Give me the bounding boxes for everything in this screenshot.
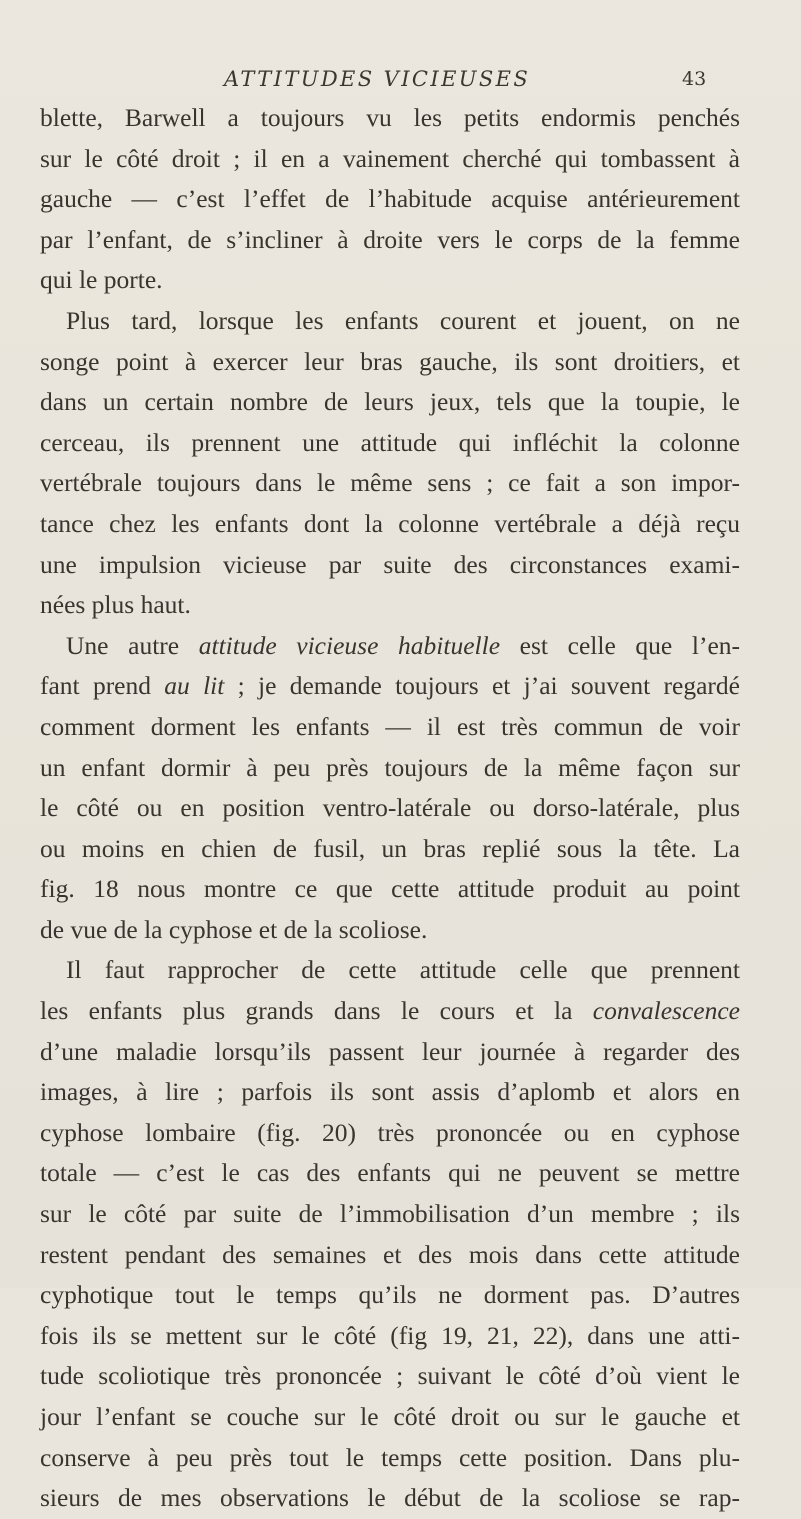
text-line: conserve à peu près tout le temps cette position. Dans plu- bbox=[40, 1442, 740, 1472]
text-line: de vue de la cyphose et de la scoliose. bbox=[40, 914, 428, 944]
text-line: par l’enfant, de s’incliner à droite vers le corps de la femme bbox=[40, 224, 740, 254]
text-line: un enfant dormir à peu près toujours de la même façon sur bbox=[40, 752, 740, 782]
text-line: sur le côté droit ; il en a vainement cherché qui tombassent à bbox=[40, 143, 740, 173]
text-line: nées plus haut. bbox=[40, 590, 191, 620]
text-line: songe point à exercer leur bras gauche, ils sont droitiers, et bbox=[40, 346, 740, 376]
text-line: totale — c’est le cas des enfants qui ne peuvent se mettre bbox=[40, 1158, 740, 1188]
running-head bbox=[0, 67, 801, 97]
text-line: fig. 18 nous montre ce que cette attitude produit au point bbox=[40, 874, 740, 904]
text-line: blette, Barwell a toujours vu les petits endormis penchés bbox=[40, 103, 740, 132]
page-number: 43 bbox=[682, 68, 707, 90]
text-line: dans un certain nombre de leurs jeux, tels que la toupie, le bbox=[40, 387, 740, 417]
text-line: Une autre attitude vicieuse habituelle est celle que l’en- bbox=[66, 630, 741, 660]
text-line: jour l’enfant se couche sur le côté droit ou sur le gauche et bbox=[40, 1402, 740, 1431]
text-line: fant prend au lit ; je demande toujours et j’ai souvent regardé bbox=[40, 671, 740, 701]
text-line: vertébrale toujours dans le même sens ; ce fait a son impor- bbox=[40, 468, 740, 498]
text-line: ou moins en chien de fusil, un bras replié sous la tête. La bbox=[40, 833, 740, 863]
body-text bbox=[40, 98, 740, 1519]
text-line: sieurs de mes observations le début de la scoliose se rap- bbox=[40, 1483, 740, 1513]
text-line: d’une maladie lorsqu’ils passent leur journée à regarder des bbox=[40, 1036, 740, 1066]
text-line: Il faut rapprocher de cette attitude celle que prennent bbox=[66, 955, 740, 985]
running-title: ATTITUDES VICIEUSES bbox=[224, 67, 531, 91]
text-line: cyphotique tout le temps qu’ils ne dorment pas. D’autres bbox=[40, 1280, 740, 1310]
text-line: tude scoliotique très prononcée ; suivant le côté d’où vient le bbox=[40, 1361, 740, 1391]
text-line: qui le porte. bbox=[40, 265, 163, 295]
text-line: restent pendant des semaines et des mois dans cette attitude bbox=[40, 1239, 740, 1269]
text-line: tance chez les enfants dont la colonne vertébrale a déjà reçu bbox=[40, 508, 740, 538]
text-line: les enfants plus grands dans le cours et la convalescence bbox=[40, 996, 740, 1026]
text-line: le côté ou en position ventro-latérale ou dorso-latérale, plus bbox=[40, 793, 740, 823]
text-line: sur le côté par suite de l’immobilisation d’un membre ; ils bbox=[40, 1199, 740, 1229]
text-line: Plus tard, lorsque les enfants courent et jouent, on ne bbox=[66, 305, 740, 335]
text-line: gauche — c’est l’effet de l’habitude acquise antérieurement bbox=[40, 184, 740, 214]
text-line: cerceau, ils prennent une attitude qui infléchit la colonne bbox=[40, 427, 740, 457]
text-line: comment dorment les enfants — il est très commun de voir bbox=[40, 711, 740, 741]
text-line: images, à lire ; parfois ils sont assis d’aplomb et alors en bbox=[40, 1077, 740, 1107]
text-line: cyphose lombaire (fig. 20) très prononcée ou en cyphose bbox=[40, 1117, 740, 1147]
text-line: fois ils se mettent sur le côté (fig 19, 21, 22), dans une atti- bbox=[40, 1320, 740, 1350]
text-line: une impulsion vicieuse par suite des circonstances exami- bbox=[40, 549, 740, 579]
